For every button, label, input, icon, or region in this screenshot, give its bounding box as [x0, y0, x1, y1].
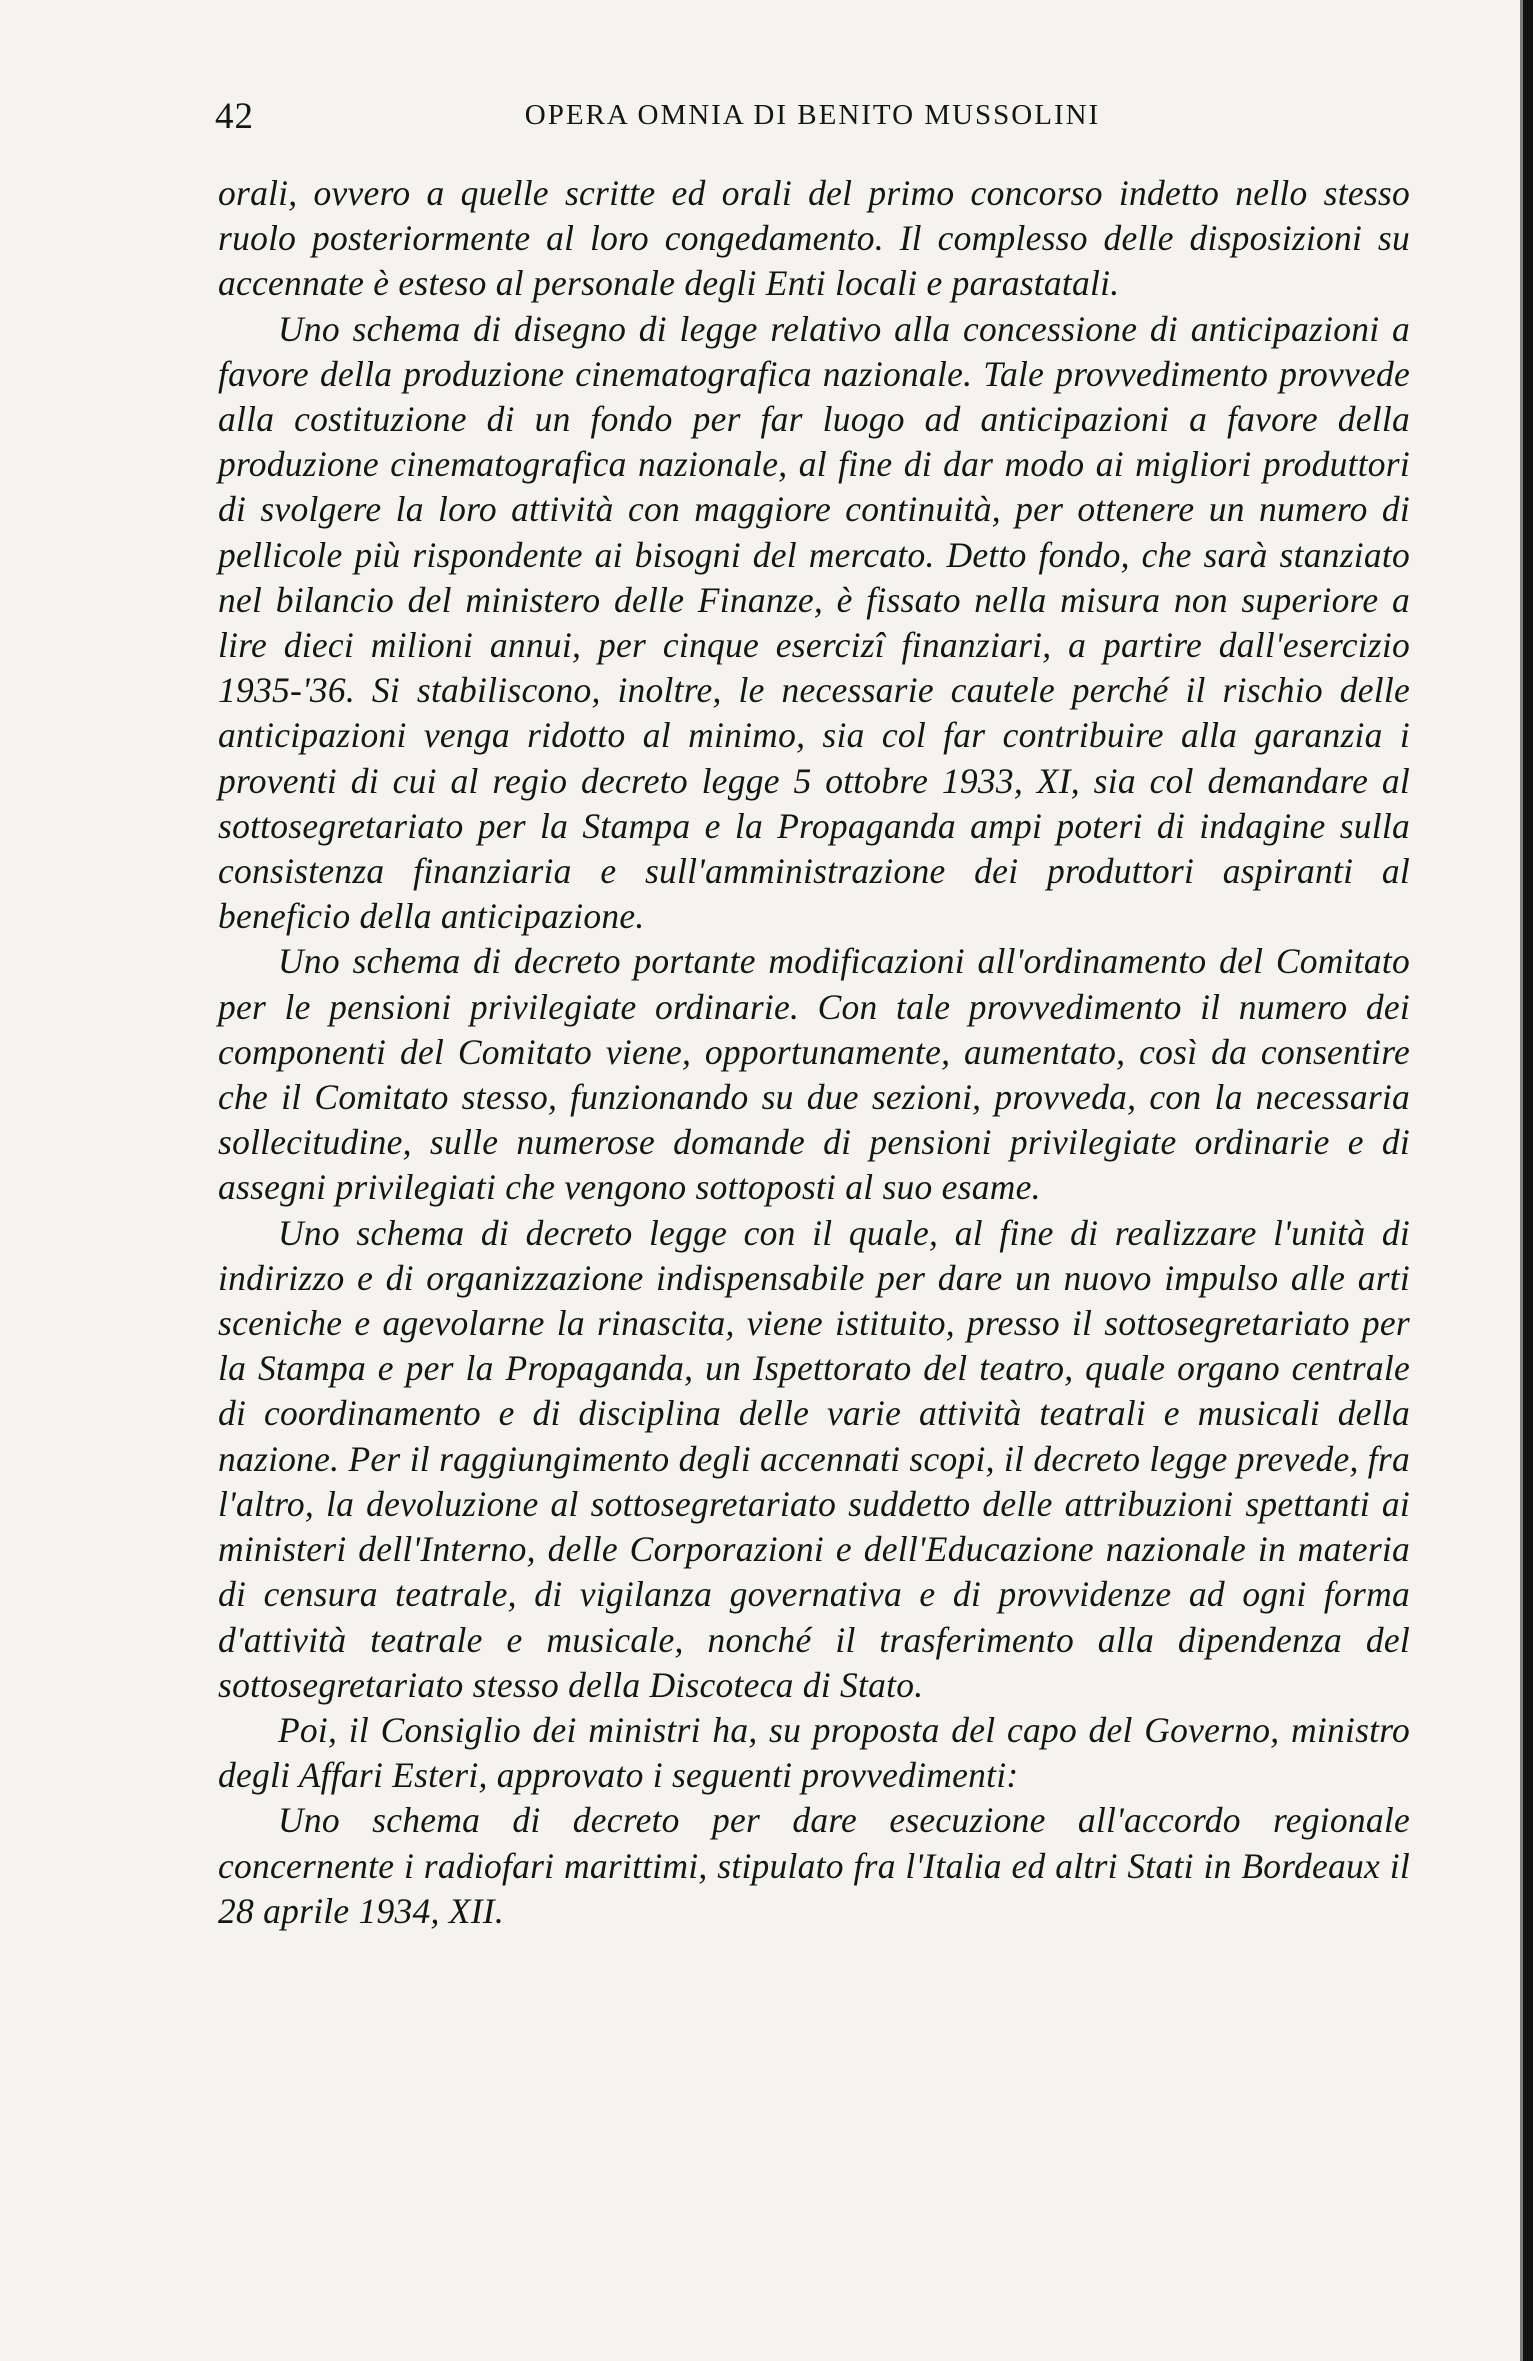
running-title: OPERA OMNIA DI BENITO MUSSOLINI [524, 99, 1101, 131]
body-text [218, 171, 1410, 1934]
paragraph-radio-beacons: Uno schema di decreto per dare esecuzione all'accordo regionale concernente i radiofari marittimi, stipulato fra l'Italia ed altri Stati in Bordeaux il 28 aprile 1934, XII. [218, 1800, 1410, 1931]
paragraph-theatre-inspectorate: Uno schema di decreto legge con il quale, al fine di realizzare l'unità di indirizzo e di organizzazione indispensabile per dare un nuovo impulso alle arti sceniche e agevolarne la rinascita, viene istituito, presso il sottosegretariato per la Stampa e per la Propaganda, un Ispettorato del teatro, quale organo centrale di coordinamento e di disciplina delle varie attività teatrali e musicali della nazione. Per il raggiungimento degli accennati scopi, il decreto legge prevede, fra l'altro, la devoluzione al sottosegretariato suddetto delle attribuzioni spettanti ai ministeri dell'Interno, delle Corporazioni e dell'Educazione nazionale in materia di censura teatrale, di vigilanza governativa e di provvidenze ad ogni forma d'attività teatrale e musicale, nonché il trasferimento alla dipendenza del sottosegretariato stesso della Discoteca di Stato. [218, 1212, 1410, 1705]
page-number: 42 [215, 96, 254, 137]
paragraph-continuation: orali, ovvero a quelle scritte ed orali del primo concorso indetto nello stesso ruolo posteriormente al loro congedamento. Il complesso delle disposizioni su accennate è esteso al personale degli Enti locali e parastatali. [218, 173, 1410, 304]
paragraph-council-approval: Poi, il Consiglio dei ministri ha, su proposta del capo del Governo, ministro degli Affari Esteri, approvato i seguenti provvedimenti: [218, 1709, 1410, 1796]
paragraph-pensions-committee: Uno schema di decreto portante modificazioni all'ordinamento del Comitato per le pensioni privilegiate ordinarie. Con tale provvedimento il numero dei componenti del Comitato viene, opportunamente, aumentato, così da consentire che il Comitato stesso, funzionando su due sezioni, provveda, con la necessaria sollecitudine, sulle numerose domande di pensioni privilegiate ordinarie e di assegni privilegiati che vengono sottoposti al suo esame. [218, 941, 1410, 1208]
paragraph-cinema-fund: Uno schema di disegno di legge relativo alla concessione di anticipazioni a favore della produzione cinematografica nazionale. Tale provvedimento provvede alla costituzione di un fondo per far luogo ad anticipazioni a favore della produzione cinematografica nazionale, al fine di dar modo ai migliori produttori di svolgere la loro attività con maggiore continuità, per ottenere un numero di pellicole più rispondente ai bisogni del mercato. Detto fondo, che sarà stanziato nel bilancio del ministero delle Finanze, è fissato nella misura non superiore a lire dieci milioni annui, per cinque esercizî finanziari, a partire dall'esercizio 1935-'36. Si stabiliscono, inoltre, le necessarie cautele perché il rischio delle anticipazioni venga ridotto al minimo, sia col far contribuire alla garanzia i proventi di cui al regio decreto legge 5 ottobre 1933, XI, sia col demandare al sottosegretariato per la Stampa e la Propaganda ampi poteri di indagine sulla consistenza finanziaria e sull'amministrazione dei produttori aspiranti al beneficio della anticipazione. [218, 308, 1410, 937]
page-header [215, 95, 1410, 145]
page-edge [1523, 0, 1533, 2361]
